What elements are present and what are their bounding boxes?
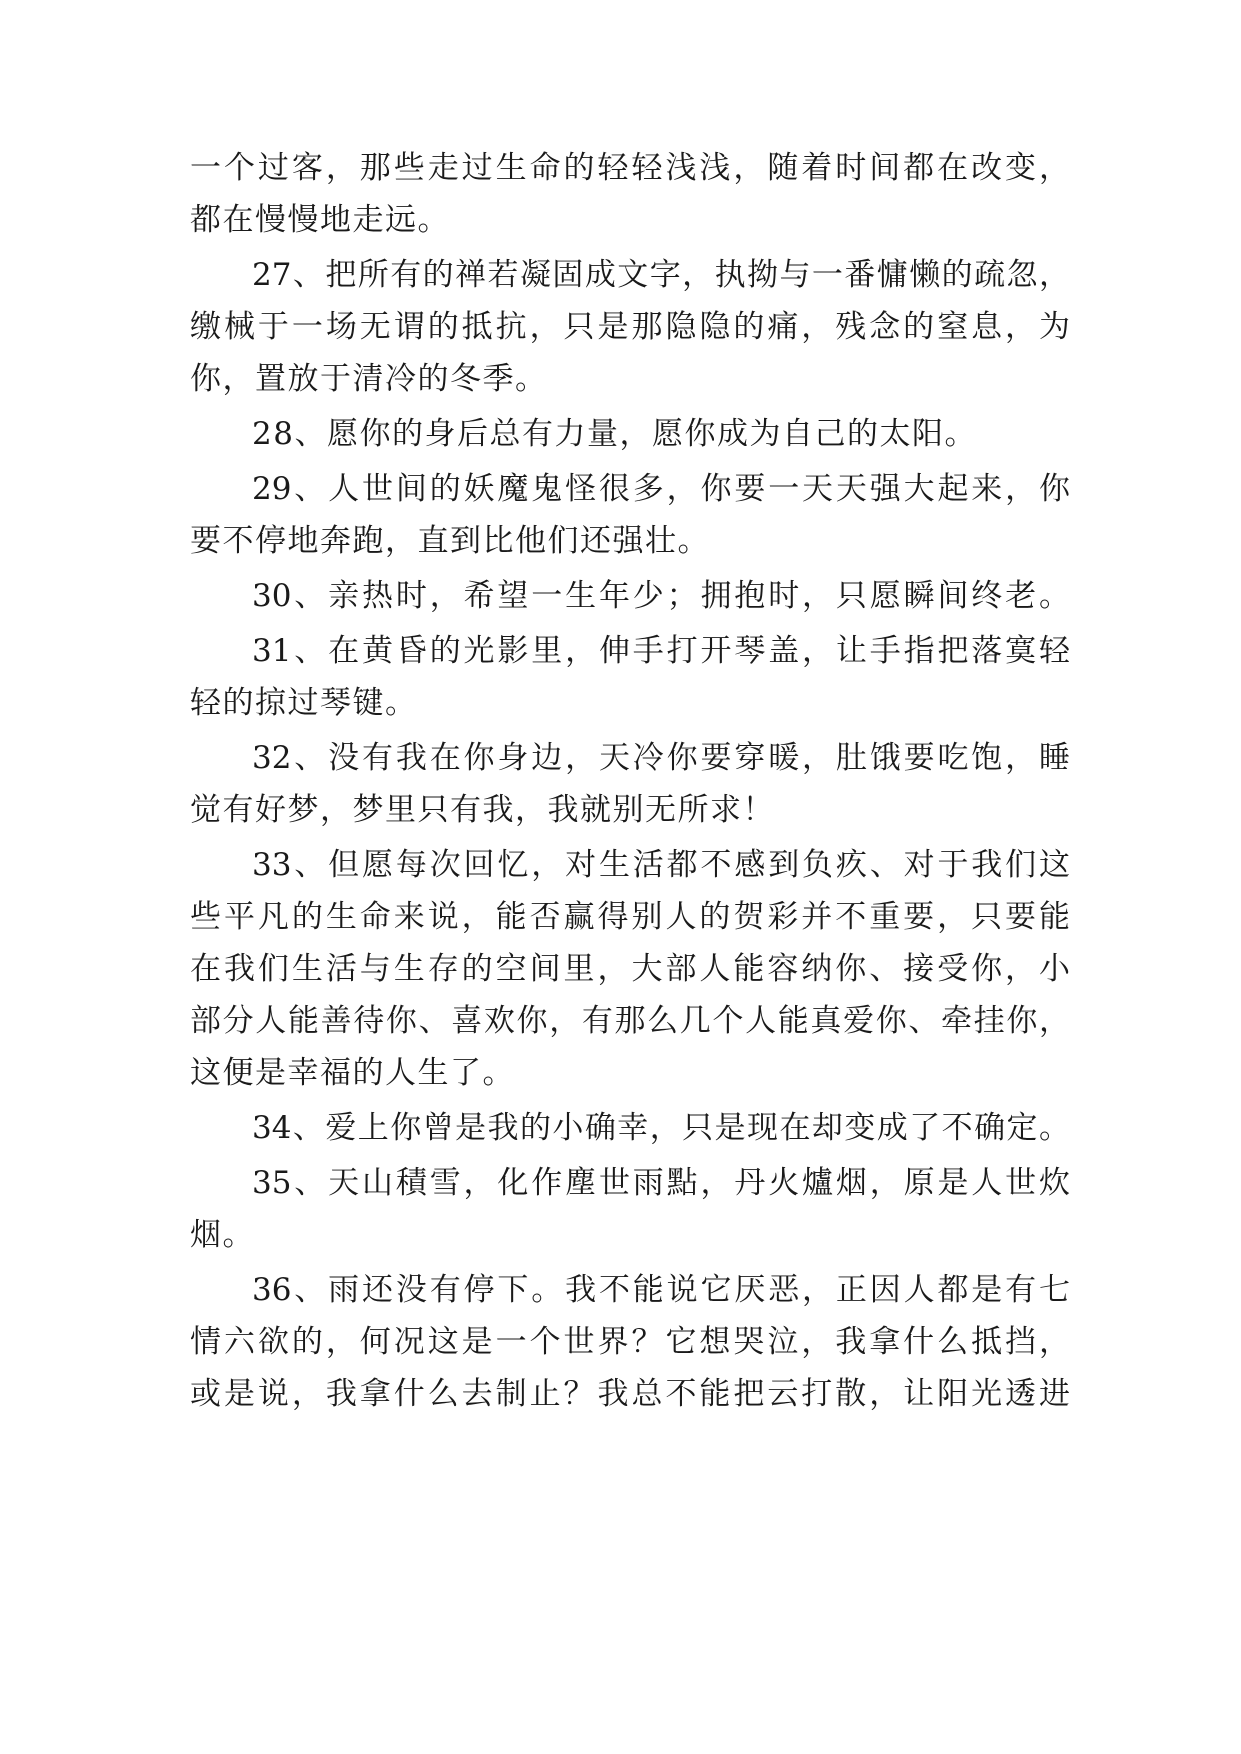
text-line: 轻的掠过琴键。 — [190, 685, 418, 721]
text-line: 或是说，我拿什么去制止？我总不能把云打散，让阳光透进 — [190, 1376, 1070, 1412]
text-line: 32、没有我在你身边，天冷你要穿暖，肚饿要吃饱，睡 — [252, 740, 1070, 776]
text-line: 要不停地奔跑，直到比他们还强壮。 — [190, 523, 710, 559]
text-line: 你，置放于清冷的冬季。 — [190, 361, 548, 397]
text-line: 31、在黄昏的光影里，伸手打开琴盖，让手指把落寞轻 — [252, 633, 1070, 669]
text-line: 缴械于一场无谓的抵抗，只是那隐隐的痛，残念的窒息，为 — [190, 309, 1070, 345]
text-line: 些平凡的生命来说，能否赢得别人的贺彩并不重要，只要能 — [190, 899, 1070, 935]
text-line: 一个过客，那些走过生命的轻轻浅浅，随着时间都在改变， — [190, 150, 1070, 186]
text-line: 烟。 — [190, 1217, 255, 1253]
text-line: 都在慢慢地走远。 — [190, 202, 450, 238]
text-line: 觉有好梦，梦里只有我，我就别无所求！ — [190, 792, 775, 828]
text-line: 部分人能善待你、喜欢你，有那么几个人能真爱你、牵挂你， — [190, 1003, 1070, 1039]
text-line: 34、爱上你曾是我的小确幸，只是现在却变成了不确定。 — [252, 1110, 1070, 1146]
text-line: 36、雨还没有停下。我不能说它厌恶，正因人都是有七 — [252, 1272, 1070, 1308]
text-line: 在我们生活与生存的空间里，大部人能容纳你、接受你，小 — [190, 951, 1070, 987]
text-line: 27、把所有的禅若凝固成文字，执拗与一番慵懒的疏忽， — [252, 257, 1070, 293]
text-line: 28、愿你的身后总有力量，愿你成为自己的太阳。 — [252, 416, 977, 452]
text-line: 35、天山積雪，化作塵世雨點，丹火爐烟，原是人世炊 — [252, 1165, 1070, 1201]
text-line: 情六欲的，何况这是一个世界？它想哭泣，我拿什么抵挡， — [190, 1324, 1070, 1360]
text-line: 30、亲热时，希望一生年少；拥抱时，只愿瞬间终老。 — [252, 578, 1070, 614]
text-line: 这便是幸福的人生了。 — [190, 1055, 515, 1091]
text-line: 29、人世间的妖魔鬼怪很多，你要一天天强大起来，你 — [252, 471, 1070, 507]
text-line: 33、但愿每次回忆，对生活都不感到负疚、对于我们这 — [252, 847, 1070, 883]
